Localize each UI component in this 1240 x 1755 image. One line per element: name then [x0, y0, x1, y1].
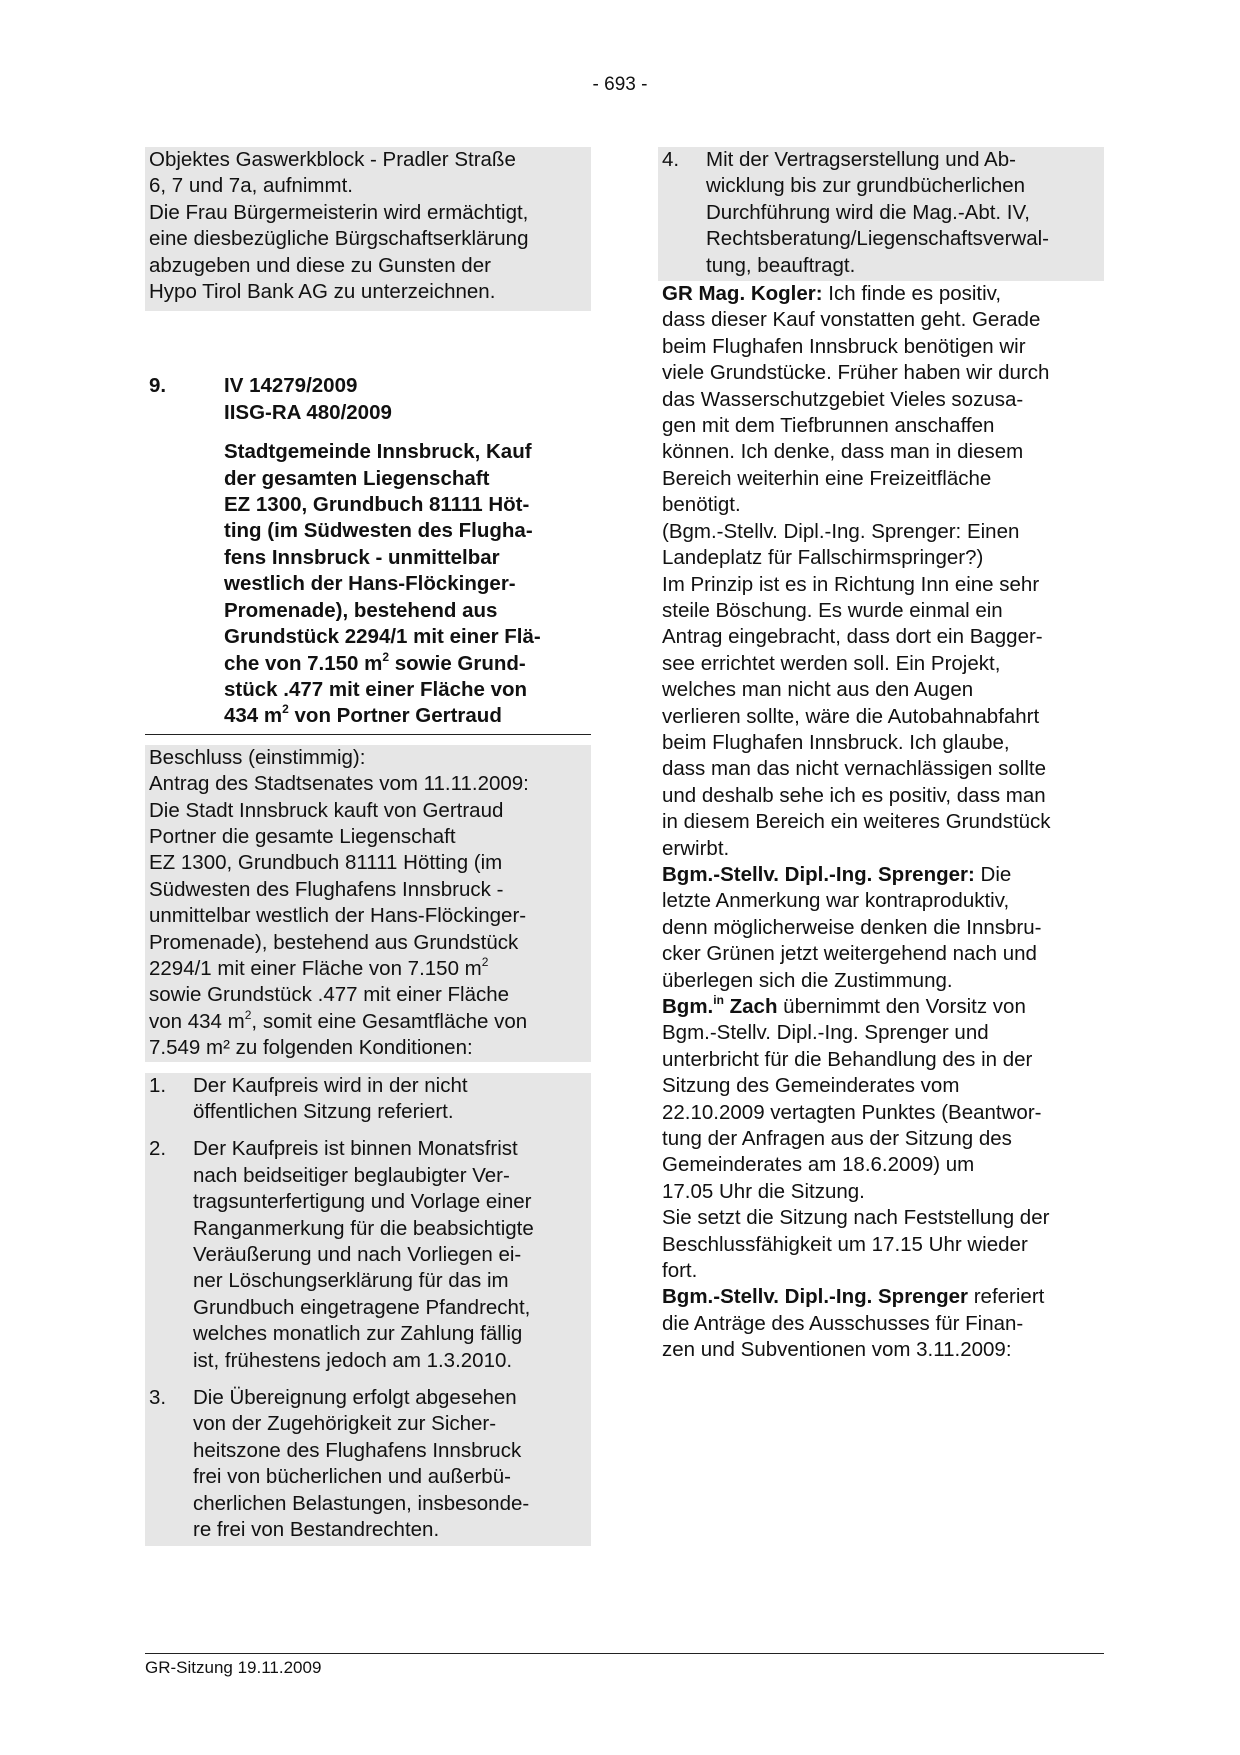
title-line: 434 m — [224, 704, 283, 728]
resolution-label: Beschluss (einstimmig): — [149, 745, 366, 769]
text-line: Der Kaufpreis ist binnen Monatsfrist — [193, 1137, 518, 1161]
text-line: viele Grundstücke. Früher haben wir durch — [662, 361, 1050, 385]
resolution-body — [149, 798, 587, 1062]
superscript: 2 — [282, 702, 289, 717]
text-line: dass dieser Kauf vonstatten geht. Gerade — [662, 308, 1041, 332]
text-line: ist, frühestens jedoch am 1.3.2010. — [193, 1348, 513, 1372]
text-line: in diesem Bereich ein weiteres Grundstück — [662, 810, 1051, 834]
title-line: EZ 1300, Grundbuch 81111 Höt- — [224, 493, 530, 517]
condition-text — [193, 1074, 468, 1123]
text-line: Landeplatz für Fallschirmspringer?) — [662, 546, 984, 570]
text-line: see errichtet werden soll. Ein Projekt, — [662, 651, 1001, 675]
file-reference: IISG-RA 480/2009 — [224, 400, 392, 424]
text-line: unmittelbar westlich der Hans-Flöckinger- — [149, 904, 527, 928]
text-line: letzte Anmerkung war kontraproduktiv, — [662, 889, 1010, 913]
text-line: Südwesten des Flughafens Innsbruck - — [149, 877, 504, 901]
text-line: übernimmt den Vorsitz von — [777, 995, 1026, 1018]
text-line: nach beidseitiger beglaubigter Ver- — [193, 1163, 510, 1187]
left-column — [145, 147, 591, 1546]
text-line: welches man nicht aus den Augen — [662, 678, 974, 702]
superscript: 2 — [382, 649, 390, 664]
text-line: frei von bücherlichen und außerbü- — [193, 1465, 511, 1489]
condition-number: 3. — [149, 1386, 167, 1410]
speaker-name: Bgm.-Stellv. Dipl.-Ing. Sprenger — [662, 1285, 969, 1309]
text-line: das Wasserschutzgebiet Vieles sozusa- — [662, 387, 1024, 411]
speech-continuation — [658, 572, 1104, 862]
condition-item — [145, 1136, 591, 1374]
text-line: zen und Subventionen vom 3.11.2009: — [662, 1338, 1012, 1362]
footer-divider — [145, 1653, 1104, 1654]
text-line: und deshalb sehe ich es positiv, dass man — [662, 783, 1046, 807]
title-line: Stadtgemeinde Innsbruck, Kauf — [224, 440, 532, 464]
condition-number: 2. — [149, 1137, 167, 1161]
text-line: Die Frau Bürgermeisterin wird ermächtigt, — [149, 200, 529, 224]
speech-lines — [662, 1312, 1023, 1361]
speech-sprenger — [658, 862, 1104, 994]
speech-sprenger-report — [658, 1284, 1104, 1363]
motion-heading: Antrag des Stadtsenates vom 11.11.2009: — [149, 772, 529, 796]
text-line: Hypo Tirol Bank AG zu unterzeichnen. — [149, 280, 496, 304]
text-line: 22.10.2009 vertagten Punktes (Beantwor- — [662, 1100, 1042, 1124]
text-line: Sitzung des Gemeinderates vom — [662, 1074, 960, 1098]
agenda-item-number: 9. — [149, 374, 167, 398]
text-line: fort. — [662, 1259, 698, 1283]
condition-item — [145, 1385, 591, 1545]
text-line: sowie Grundstück .477 mit einer Fläche — [149, 983, 510, 1007]
text-line: Ich finde es positiv, — [822, 282, 1002, 306]
text-line: tragsunterfertigung und Vorlage einer — [193, 1190, 532, 1214]
footer-text: GR-Sitzung 19.11.2009 — [145, 1658, 322, 1677]
text-line: Bgm.-Stellv. Dipl.-Ing. Sprenger und — [662, 1021, 989, 1045]
text-line: EZ 1300, Grundbuch 81111 Hötting (im — [149, 851, 503, 875]
agenda-item-title — [145, 439, 591, 733]
text-line: cherlichen Belastungen, insbesonde- — [193, 1491, 530, 1515]
text-line: Portner die gesamte Liegenschaft — [149, 824, 456, 848]
superscript: 2 — [481, 954, 489, 969]
text-line: Die Übereignung erfolgt abgesehen — [193, 1386, 517, 1410]
text-line: welches monatlich zur Zahlung fällig — [193, 1322, 523, 1346]
text-line: tung der Anfragen aus der Sitzung des — [662, 1127, 1012, 1151]
text-line: die Anträge des Ausschusses für Finan- — [662, 1311, 1024, 1335]
text-line: Rechtsberatung/Liegenschaftsverwal- — [706, 227, 1049, 251]
agenda-item-header — [145, 373, 591, 426]
continued-resolution — [145, 147, 591, 311]
text-line: (Bgm.-Stellv. Dipl.-Ing. Sprenger: Einen — [662, 519, 1020, 543]
text-line: beim Flughafen Innsbruck. Ich glaube, — [662, 730, 1010, 754]
chair-change — [658, 994, 1104, 1205]
condition-item — [145, 1073, 591, 1126]
title-line: stück .477 mit einer Fläche von — [224, 677, 528, 701]
condition-item — [658, 147, 1104, 279]
text-line: abzugeben und diese zu Gunsten der — [149, 253, 491, 277]
session-resume — [658, 1205, 1104, 1284]
text-line: denn möglicherweise denken die Innsbru- — [662, 915, 1042, 939]
text-line: können. Ich denke, dass man in diesem — [662, 440, 1024, 464]
text-line: Gemeinderates am 18.6.2009) um — [662, 1153, 975, 1177]
title-line: von Portner Gertraud — [288, 704, 502, 728]
file-reference: IV 14279/2009 — [224, 374, 358, 398]
text-line: 2294/1 mit einer Fläche von 7.150 m — [149, 956, 482, 980]
text-line: beim Flughafen Innsbruck benötigen wir — [662, 334, 1026, 358]
text-line: öffentlichen Sitzung referiert. — [193, 1100, 454, 1123]
page-number: - 693 - — [592, 74, 648, 95]
text-line: Ranganmerkung für die beabsichtigte — [193, 1216, 534, 1240]
condition-4-block — [658, 147, 1104, 281]
text-line: Die — [974, 862, 1012, 886]
title-line: Promenade), bestehend aus — [224, 598, 498, 622]
text-line: Durchführung wird die Mag.-Abt. IV, — [706, 200, 1030, 224]
text-line: Veräußerung und nach Vorliegen ei- — [193, 1243, 522, 1267]
condition-text — [193, 1386, 529, 1541]
superscript: 2 — [244, 1007, 252, 1022]
title-line: ting (im Südwesten des Flugha- — [224, 519, 533, 543]
authorization-paragraph — [149, 200, 587, 306]
speech-lines — [662, 1021, 1042, 1202]
conditions-list — [145, 1073, 591, 1546]
text-line: Grundbuch eingetragene Pfandrecht, — [193, 1295, 531, 1319]
text-line: 7.549 m² zu folgenden Konditionen: — [149, 1036, 473, 1060]
title-line: westlich der Hans-Flöckinger- — [224, 572, 516, 596]
text-line: , somit eine Gesamtfläche von — [251, 1009, 528, 1033]
text-line: Bereich weiterhin eine Freizeitfläche — [662, 466, 992, 490]
title-line: sowie Grund- — [389, 651, 526, 675]
speaker-name: GR Mag. Kogler: — [662, 282, 823, 306]
text-line: 17.05 Uhr die Sitzung. — [662, 1179, 865, 1203]
text-line: heitszone des Flughafens Innsbruck — [193, 1438, 522, 1462]
text-line: Im Prinzip ist es in Richtung Inn eine sehr — [662, 572, 1040, 596]
text-line: Mit der Vertragserstellung und Ab- — [706, 148, 1016, 171]
speaker-surname: Zach — [723, 995, 778, 1018]
text-line: tung, beauftragt. — [706, 253, 856, 277]
text-line: benötigt. — [662, 493, 741, 517]
text-line: eine diesbezügliche Bürgschaftserklärung — [149, 227, 529, 251]
title-divider — [145, 734, 591, 735]
text-line: gen mit dem Tiefbrunnen anschaffen — [662, 414, 995, 438]
title-line: fens Innsbruck - unmittelbar — [224, 545, 500, 569]
right-column — [658, 147, 1104, 1364]
speaker-name — [662, 995, 777, 1018]
speaker-title: Bgm. — [662, 995, 714, 1018]
text-line: re frei von Bestandrechten. — [193, 1518, 440, 1542]
text-line: verlieren sollte, wäre die Autobahnabfahrt — [662, 704, 1040, 728]
text-line: unterbricht für die Behandlung des in der — [662, 1047, 1033, 1071]
condition-number: 4. — [662, 148, 680, 171]
text-line: Promenade), bestehend aus Grundstück — [149, 930, 519, 954]
text-line: 6, 7 und 7a, aufnimmt. — [149, 174, 353, 198]
interjection — [658, 519, 1104, 572]
title-line: Grundstück 2294/1 mit einer Flä- — [224, 625, 541, 649]
speaker-name: Bgm.-Stellv. Dipl.-Ing. Sprenger: — [662, 862, 975, 886]
resolution-block — [145, 745, 591, 1062]
text-line: referiert — [968, 1285, 1045, 1309]
text-line: wicklung bis zur grundbücherlichen — [706, 174, 1026, 198]
text-line: dass man das nicht vernachlässigen sollte — [662, 757, 1047, 781]
speech-lines — [662, 308, 1049, 516]
text-line: überlegen sich die Zustimmung. — [662, 968, 953, 992]
text-line: von 434 m — [149, 1009, 245, 1033]
title-line: che von 7.150 m — [224, 651, 383, 675]
superscript: in — [713, 993, 724, 1007]
text-line: Die Stadt Innsbruck kauft von Gertraud — [149, 798, 504, 822]
text-line: ner Löschungserklärung für das im — [193, 1269, 509, 1293]
text-line: von der Zugehörigkeit zur Sicher- — [193, 1412, 497, 1436]
speech-kogler — [658, 281, 1104, 519]
text-line: steile Böschung. Es wurde einmal ein — [662, 598, 1003, 622]
text-line: Objektes Gaswerkblock - Pradler Straße — [149, 148, 516, 171]
condition-text — [193, 1137, 534, 1371]
condition-number: 1. — [149, 1073, 167, 1097]
text-line: Sie setzt die Sitzung nach Feststellung der — [662, 1206, 1050, 1230]
text-line: Antrag eingebracht, dass dort ein Bagger- — [662, 625, 1043, 649]
text-line: Beschlussfähigkeit um 17.15 Uhr wieder — [662, 1232, 1028, 1256]
text-line: cker Grünen jetzt weitergehend nach und — [662, 942, 1037, 966]
text-line: Der Kaufpreis wird in der nicht — [193, 1073, 468, 1097]
speech-lines — [662, 889, 1041, 991]
title-line: der gesamten Liegenschaft — [224, 466, 490, 490]
condition-text — [706, 148, 1049, 277]
text-line: erwirbt. — [662, 836, 730, 860]
